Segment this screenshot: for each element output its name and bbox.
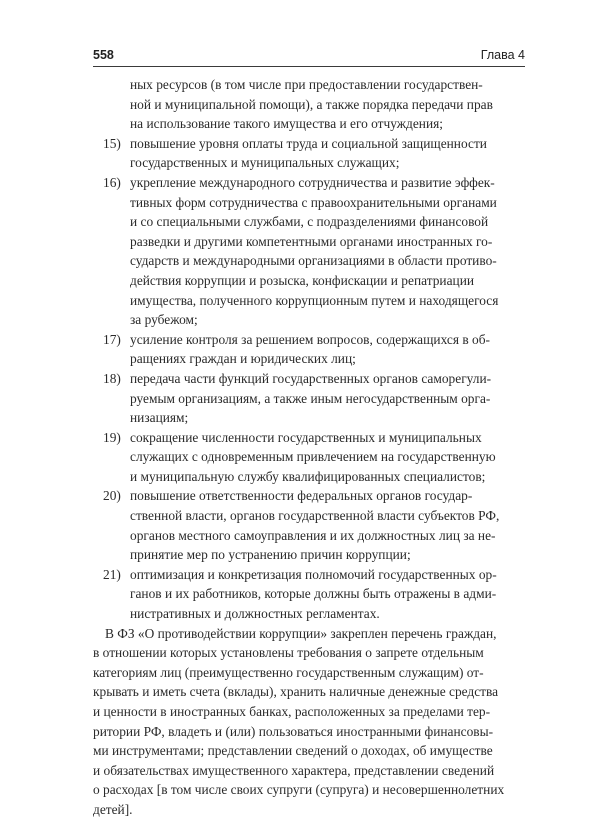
- text-line: за рубежом;: [130, 312, 198, 328]
- text-line: 18) передача части функций государственных органов саморегули-: [93, 369, 525, 389]
- item-number: 16): [103, 174, 121, 190]
- text-line: В ФЗ «О противодействии коррупции» закреплен перечень граждан,: [105, 625, 497, 641]
- list-item-20: [93, 486, 525, 564]
- text-line: ганов и их работников, которые должны быть отражены в адми-: [130, 586, 497, 602]
- running-head: [93, 48, 525, 68]
- closing-paragraph: [93, 624, 525, 820]
- text-line: 20) повышение ответственности федеральных органов государ-: [93, 486, 525, 506]
- item-number: 15): [103, 135, 121, 151]
- text-line: 15) повышение уровня оплаты труда и социальной защищенности: [93, 134, 525, 154]
- text-line: руемым организациям, а также иным негосударственным орга-: [130, 390, 491, 406]
- text-line: в отношении которых установлены требования о запрете отдельным: [93, 645, 484, 661]
- text-line: ных ресурсов (в том числе при предоставлении государствен-: [130, 77, 483, 92]
- item-number: 20): [103, 488, 121, 504]
- item-number: 18): [103, 370, 121, 386]
- text-line: действия коррупции и розыска, конфискации и репатриации: [130, 272, 475, 288]
- list-item-15: [93, 134, 525, 173]
- text-line: на использование такого имущества и его отчуждения;: [130, 116, 443, 132]
- text-line: и со специальными службами, с подразделениями финансовой: [130, 214, 489, 230]
- text-line: детей].: [93, 801, 133, 817]
- text-line: 16) укрепление международного сотрудничества и развитие эффек-: [93, 173, 525, 193]
- list-item-18: [93, 369, 525, 428]
- page-body: [93, 75, 525, 820]
- text-line: 17) усиление контроля за решением вопросов, содержащихся в об-: [93, 330, 525, 350]
- chapter-label: Глава 4: [480, 48, 525, 62]
- text-line: крывать и иметь счета (вклады), хранить наличные денежные средства: [93, 684, 499, 700]
- list-item-17: [93, 330, 525, 369]
- text-line: ственной власти, органов государственной власти субъектов РФ,: [130, 508, 500, 524]
- continuation-text: [93, 75, 525, 134]
- text-line: категориям лиц (преимущественно государственным служащим) от-: [93, 664, 484, 680]
- item-number: 21): [103, 566, 121, 582]
- list-item-21: [93, 565, 525, 624]
- text-line: и обязательствах имущественного характера, представлении сведений: [93, 762, 495, 778]
- header-divider: [93, 66, 525, 67]
- text-line: разведки и другими компетентными органами иностранных го-: [130, 233, 493, 249]
- text-line: ной и муниципальной помощи), а также порядка передачи прав: [130, 96, 493, 112]
- list-item-19: [93, 428, 525, 487]
- text-line: о расходах [в том числе своих супруги (супруга) и несовершеннолетних: [93, 782, 505, 798]
- text-line: тивных форм сотрудничества с правоохранительными органами: [130, 194, 497, 210]
- list-item-16: [93, 173, 525, 330]
- item-number: 19): [103, 429, 121, 445]
- text-line: 19) сокращение численности государственных и муниципальных: [93, 428, 525, 448]
- text-line: ми инструментами; представлении сведений о доходах, об имуществе: [93, 743, 493, 759]
- text-line: ритории РФ, владеть и (или) пользоваться иностранными финансовы-: [93, 723, 494, 739]
- text-line: служащих с одновременным привлечением на государственную: [130, 449, 496, 465]
- text-line: сударств и международными организациями в области противо-: [130, 253, 497, 269]
- text-line: принятие мер по устранению причин коррупции;: [130, 547, 411, 563]
- text-line: государственных и муниципальных служащих;: [130, 155, 400, 171]
- text-line: органов местного самоуправления и их должностных лиц за не-: [130, 527, 496, 543]
- text-line: и муниципальную службу квалифицированных специалистов;: [130, 468, 486, 484]
- text-line: низациям;: [130, 410, 189, 426]
- text-line: и ценности в иностранных банках, расположенных за пределами тер-: [93, 704, 491, 719]
- page-number: 558: [93, 48, 114, 62]
- text-line: 21) оптимизация и конкретизация полномочий государственных ор-: [93, 565, 525, 585]
- text-line: имущества, полученного коррупционным путем и находящегося: [130, 292, 499, 308]
- text-line: ращениях граждан и юридических лиц;: [130, 351, 356, 367]
- text-line: нистративных и должностных регламентах.: [130, 606, 380, 622]
- item-number: 17): [103, 331, 121, 347]
